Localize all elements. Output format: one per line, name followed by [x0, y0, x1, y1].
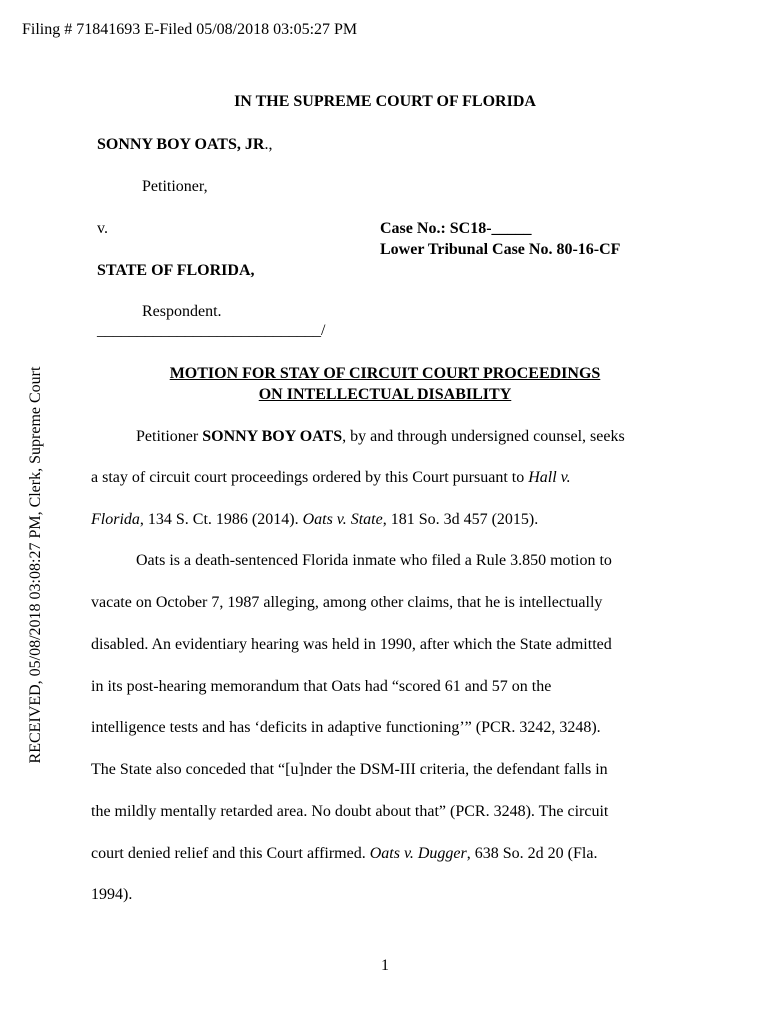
case-citation: Hall v. — [528, 469, 571, 486]
case-number: Case No.: SC18-_____ — [380, 220, 532, 237]
petitioner-name-suffix: ., — [264, 136, 273, 153]
p1-party-name: SONNY BOY OATS — [202, 428, 343, 445]
lower-tribunal-case-number: Lower Tribunal Case No. 80-16-CF — [380, 241, 621, 258]
case-citation: Oats v. Dugger — [369, 845, 467, 862]
p1-text: , 134 S. Ct. 1986 (2014). — [139, 511, 303, 528]
versus: v. — [97, 220, 108, 237]
motion-title-line-1: MOTION FOR STAY OF CIRCUIT COURT PROCEEDINGS — [169, 365, 601, 382]
page-number: 1 — [381, 957, 389, 974]
paragraph-2-line-9: 1994). — [91, 886, 133, 903]
paragraph-2-line-6: The State also conceded that “[u]nder the DSM-III criteria, the defendant falls in — [91, 761, 608, 778]
paragraph-2-line-5: intelligence tests and has ‘deficits in adaptive functioning’” (PCR. 3242, 3248). — [91, 719, 601, 736]
caption-rule-line: ____________________________/ — [97, 322, 326, 339]
paragraph-2-line-4: in its post-hearing memorandum that Oats had “scored 61 and 57 on the — [91, 678, 552, 695]
p1-text: Petitioner — [136, 428, 203, 445]
paragraph-2-line-3: disabled. An evidentiary hearing was held in 1990, after which the State admitted — [91, 636, 612, 653]
case-citation: Oats v. State — [302, 511, 383, 528]
p2-text: court denied relief and this Court affirmed. — [91, 845, 370, 862]
paragraph-2-line-7: the mildly mentally retarded area. No doubt about that” (PCR. 3248). The circuit — [91, 803, 609, 820]
p1-text: , by and through undersigned counsel, seeks — [342, 428, 625, 445]
paragraph-2-line-8 — [91, 845, 597, 863]
case-citation: Florida — [91, 511, 140, 528]
p1-text: , 181 So. 3d 457 (2015). — [382, 511, 539, 528]
paragraph-2-line-2: vacate on October 7, 1987 alleging, among other claims, that he is intellectually — [91, 594, 603, 611]
court-heading: IN THE SUPREME COURT OF FLORIDA — [234, 93, 536, 110]
petitioner-name-text: SONNY BOY OATS, JR — [97, 136, 265, 153]
respondent-role: Respondent. — [142, 303, 222, 320]
paragraph-1-line-3 — [91, 511, 538, 529]
respondent-name: STATE OF FLORIDA, — [97, 262, 255, 279]
p2-text: , 638 So. 2d 20 (Fla. — [466, 845, 598, 862]
petitioner-name — [97, 136, 272, 154]
received-stamp: RECEIVED, 05/08/2018 03:08:27 PM, Clerk, Supreme Court — [27, 366, 44, 764]
paragraph-1-line-2 — [91, 469, 571, 487]
paragraph-2-line-1: Oats is a death-sentenced Florida inmate who filed a Rule 3.850 motion to — [136, 552, 612, 569]
motion-title-line-2: ON INTELLECTUAL DISABILITY — [258, 386, 512, 403]
petitioner-role: Petitioner, — [142, 178, 208, 195]
paragraph-1-line-1 — [136, 428, 625, 446]
p1-text: a stay of circuit court proceedings ordered by this Court pursuant to — [91, 469, 529, 486]
filing-stamp: Filing # 71841693 E-Filed 05/08/2018 03:05:27 PM — [22, 21, 358, 38]
